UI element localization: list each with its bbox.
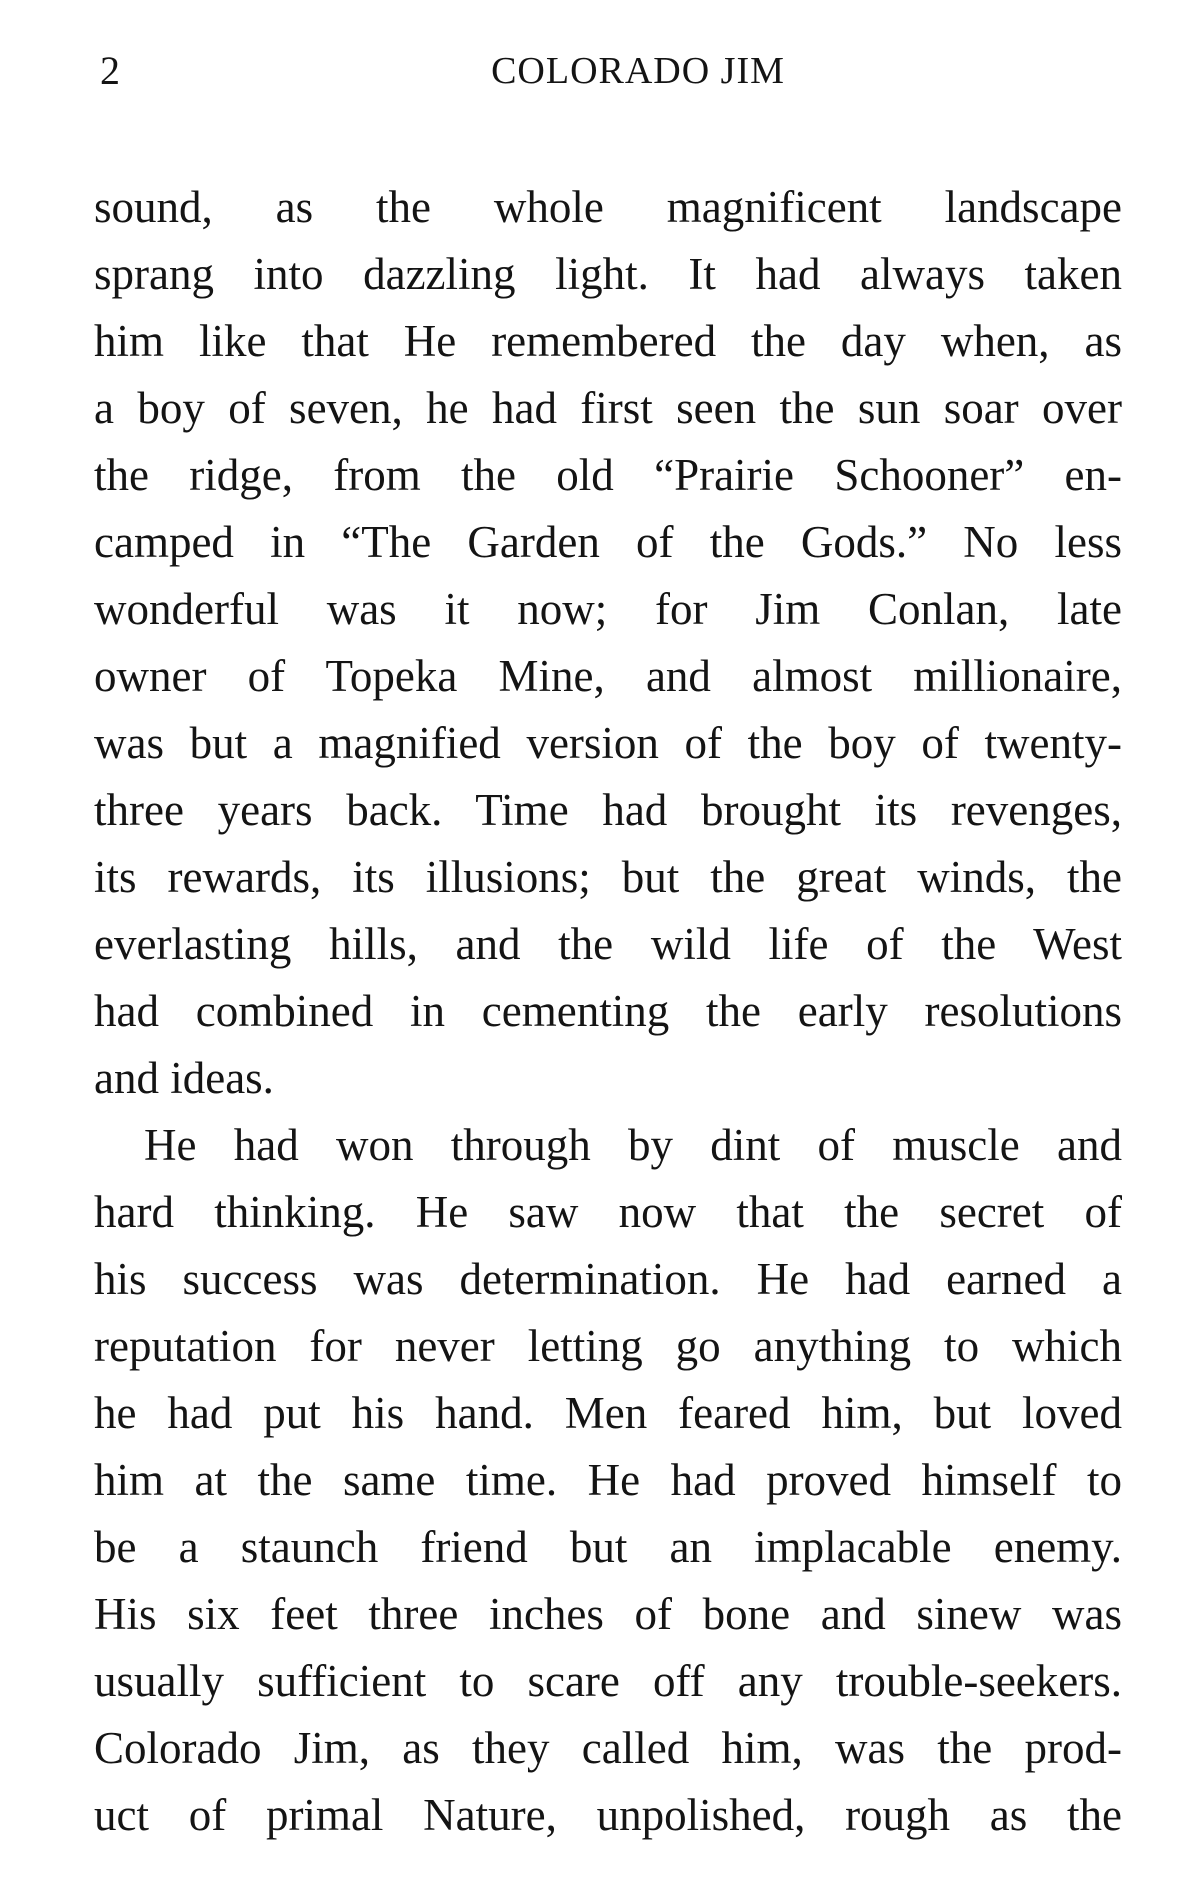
text-line: reputation for never letting go anything to which bbox=[94, 1321, 1122, 1371]
running-head bbox=[94, 40, 1122, 93]
text-line: him like that He remembered the day when, as bbox=[94, 316, 1122, 366]
text-line: he had put his hand. Men feared him, but loved bbox=[94, 1388, 1122, 1438]
text-line: had combined in cementing the early resolutions bbox=[94, 986, 1122, 1036]
text-line: be a staunch friend but an implacable enemy. bbox=[94, 1522, 1122, 1572]
text-line: sound, as the whole magnificent landscape bbox=[94, 182, 1122, 232]
text-line: was but a magnified version of the boy of twenty- bbox=[94, 718, 1122, 768]
text-line: hard thinking. He saw now that the secret of bbox=[94, 1187, 1122, 1237]
paragraph-1 bbox=[94, 174, 1122, 1112]
text-line: His six feet three inches of bone and sinew was bbox=[94, 1589, 1122, 1639]
body-text bbox=[94, 174, 1122, 1849]
paragraph-2 bbox=[94, 1112, 1122, 1849]
text-line: He had won through by dint of muscle and bbox=[144, 1120, 1122, 1170]
running-title: COLORADO JIM bbox=[491, 50, 785, 92]
text-line: Colorado Jim, as they called him, was the prod- bbox=[94, 1723, 1122, 1773]
text-line: three years back. Time had brought its revenges, bbox=[94, 785, 1122, 835]
text-line: its rewards, its illusions; but the great winds, the bbox=[94, 852, 1122, 902]
book-page bbox=[94, 40, 1122, 1849]
text-line: owner of Topeka Mine, and almost millionaire, bbox=[94, 651, 1122, 701]
text-line: a boy of seven, he had first seen the sun soar over bbox=[94, 383, 1122, 433]
text-line: and ideas. bbox=[94, 1053, 274, 1103]
text-line: everlasting hills, and the wild life of the West bbox=[94, 919, 1122, 969]
text-line: him at the same time. He had proved himself to bbox=[94, 1455, 1122, 1505]
text-line: sprang into dazzling light. It had always taken bbox=[94, 249, 1122, 299]
text-line: uct of primal Nature, unpolished, rough as the bbox=[94, 1790, 1122, 1840]
text-line: camped in “The Garden of the Gods.” No less bbox=[94, 517, 1122, 567]
text-line: usually sufficient to scare off any trouble-seekers. bbox=[94, 1656, 1122, 1706]
text-line: the ridge, from the old “Prairie Schooner” en- bbox=[94, 450, 1122, 500]
page-number: 2 bbox=[100, 48, 120, 93]
text-line: wonderful was it now; for Jim Conlan, late bbox=[94, 584, 1122, 634]
text-line: his success was determination. He had earned a bbox=[94, 1254, 1122, 1304]
